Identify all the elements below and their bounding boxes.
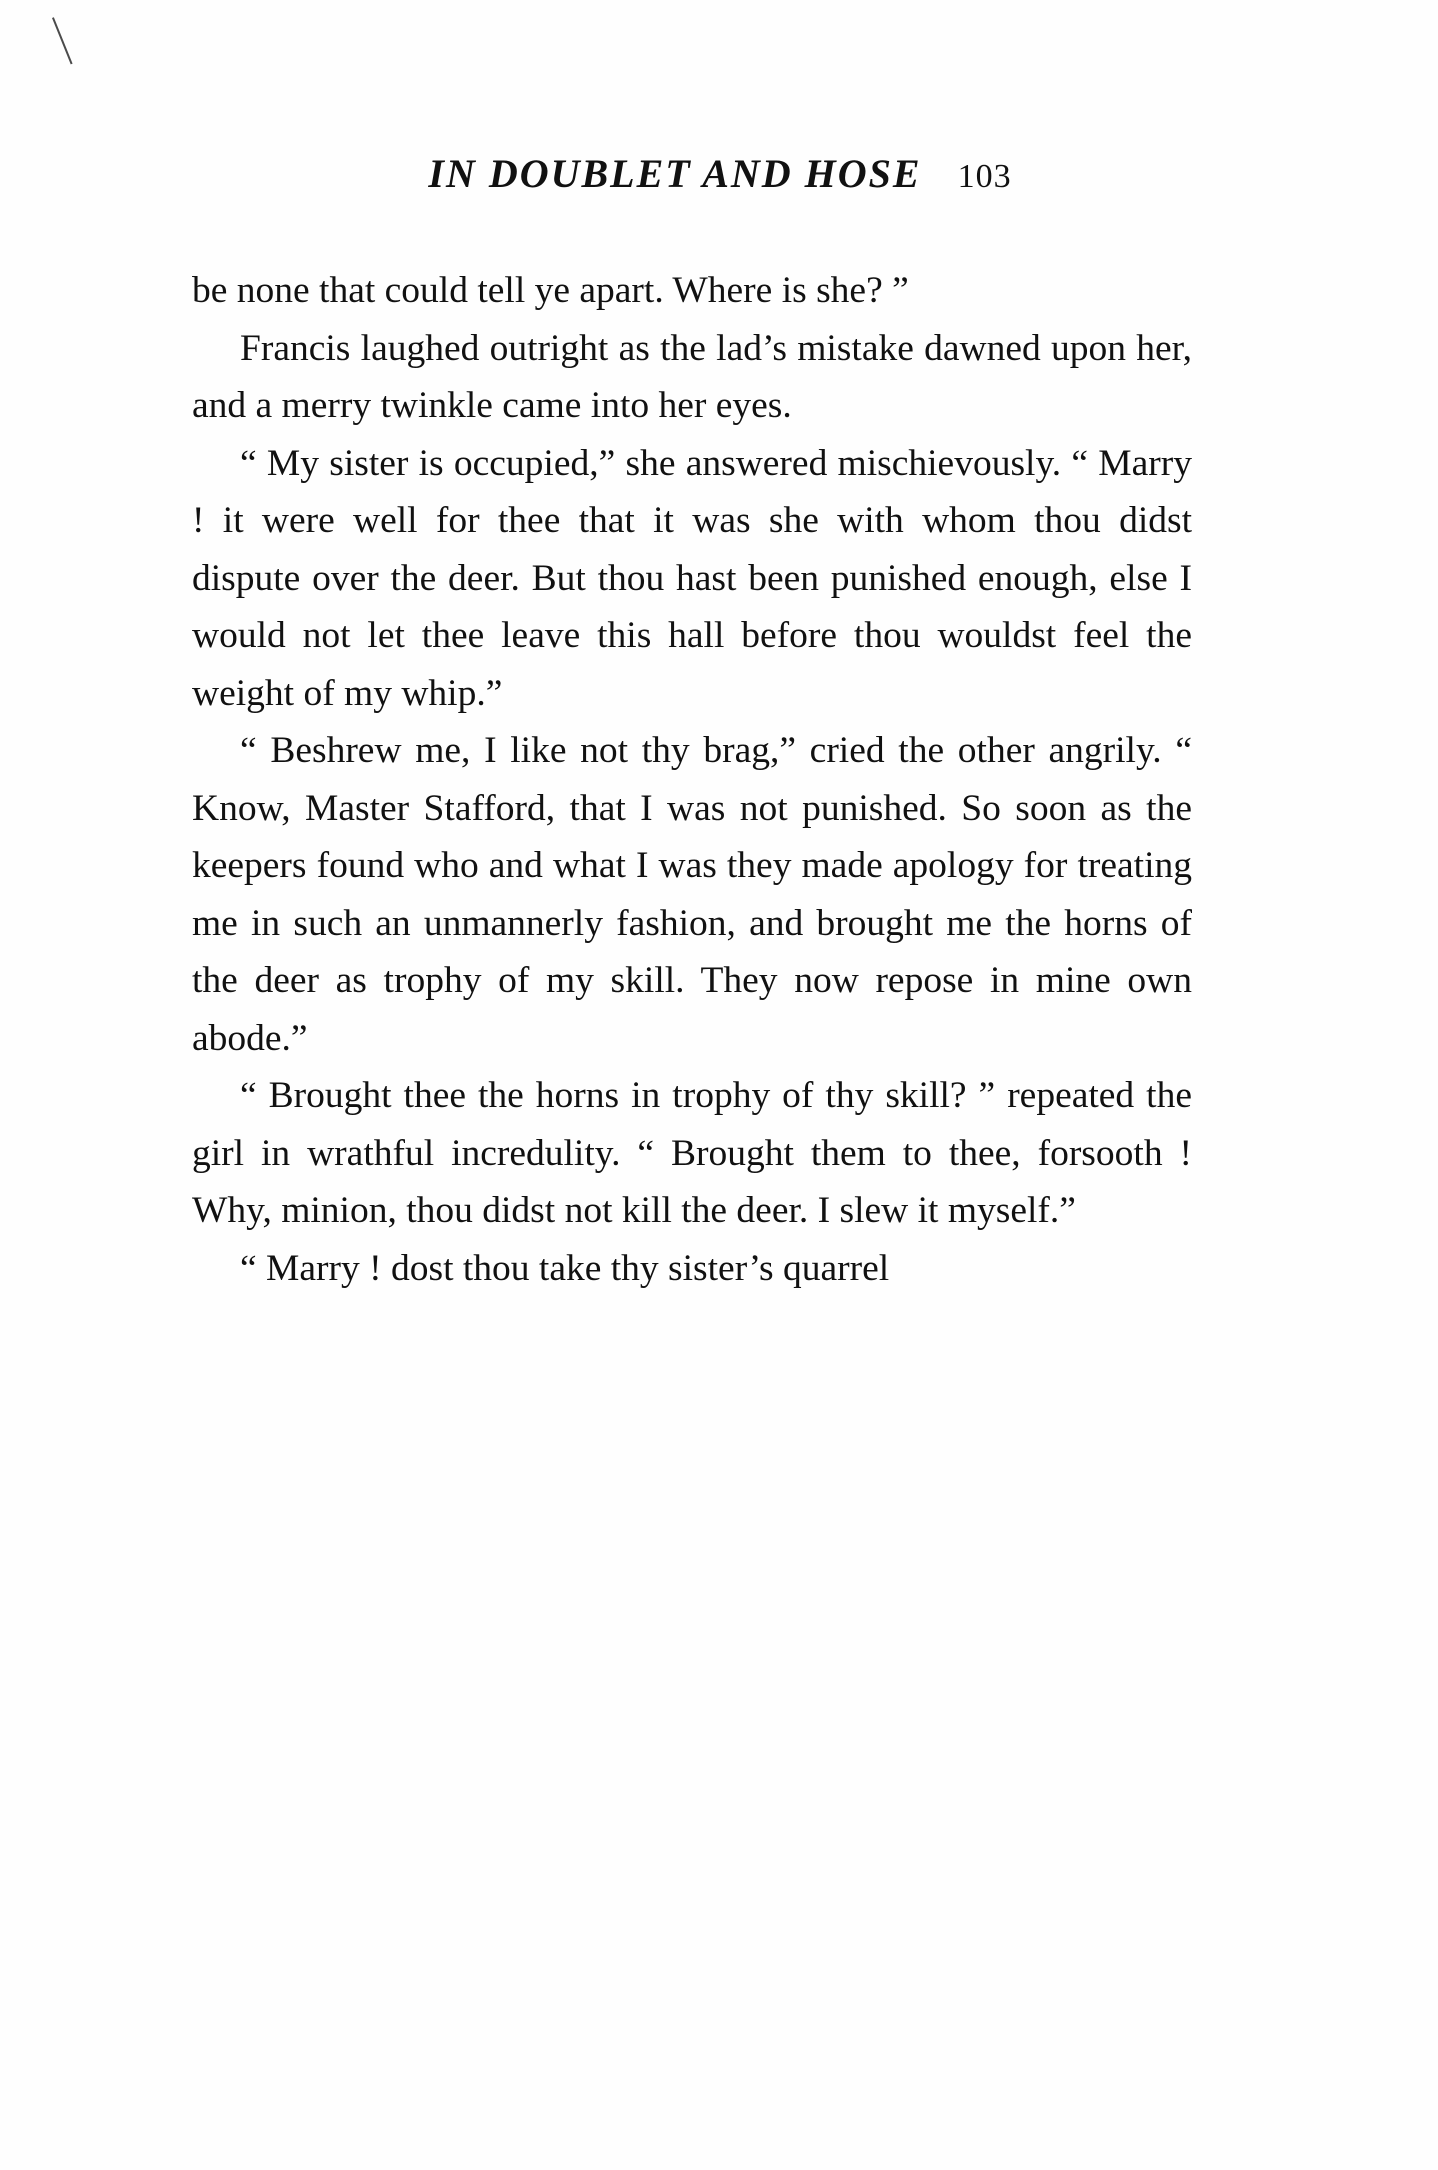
paragraph: “ Marry ! dost thou take thy sister’s quarrel: [240, 1247, 890, 1289]
paragraph: be none that could tell ye apart. Where is she? ”: [192, 270, 909, 311]
page-number: 103: [957, 158, 1012, 195]
scan-artifact-mark: [52, 18, 86, 62]
paragraph: Francis laughed outright as the lad’s mistake dawned upon her, and a merry twinkle came into her eyes.: [192, 327, 1192, 426]
page-header: [195, 150, 1245, 197]
paragraph: “ Beshrew me, I like not thy brag,” cried the other angrily. “ Know, Master Stafford, that I was not punished. So soon as the keepers found who and what I was they made apology for treating me in such an unmannerly fashion, and brought me the horns of the deer as trophy of my skill. They now repose in mine own abode.”: [192, 730, 1192, 1059]
paragraph: “ Brought thee the horns in trophy of thy skill? ” repeated the girl in wrathful incredulity. “ Brought them to thee, forsooth ! Why, minion, thou didst not kill the deer. I slew it myself.”: [192, 1075, 1192, 1231]
page-body: [192, 262, 1192, 1297]
paragraph: “ My sister is occupied,” she answered mischievously. “ Marry ! it were well for thee that it was she with whom thou didst dispute over the deer. But thou hast been punished enough, else I would not let thee leave this hall before thou wouldst feel the weight of my whip.”: [192, 442, 1192, 714]
running-title: IN DOUBLET AND HOSE: [428, 151, 922, 196]
